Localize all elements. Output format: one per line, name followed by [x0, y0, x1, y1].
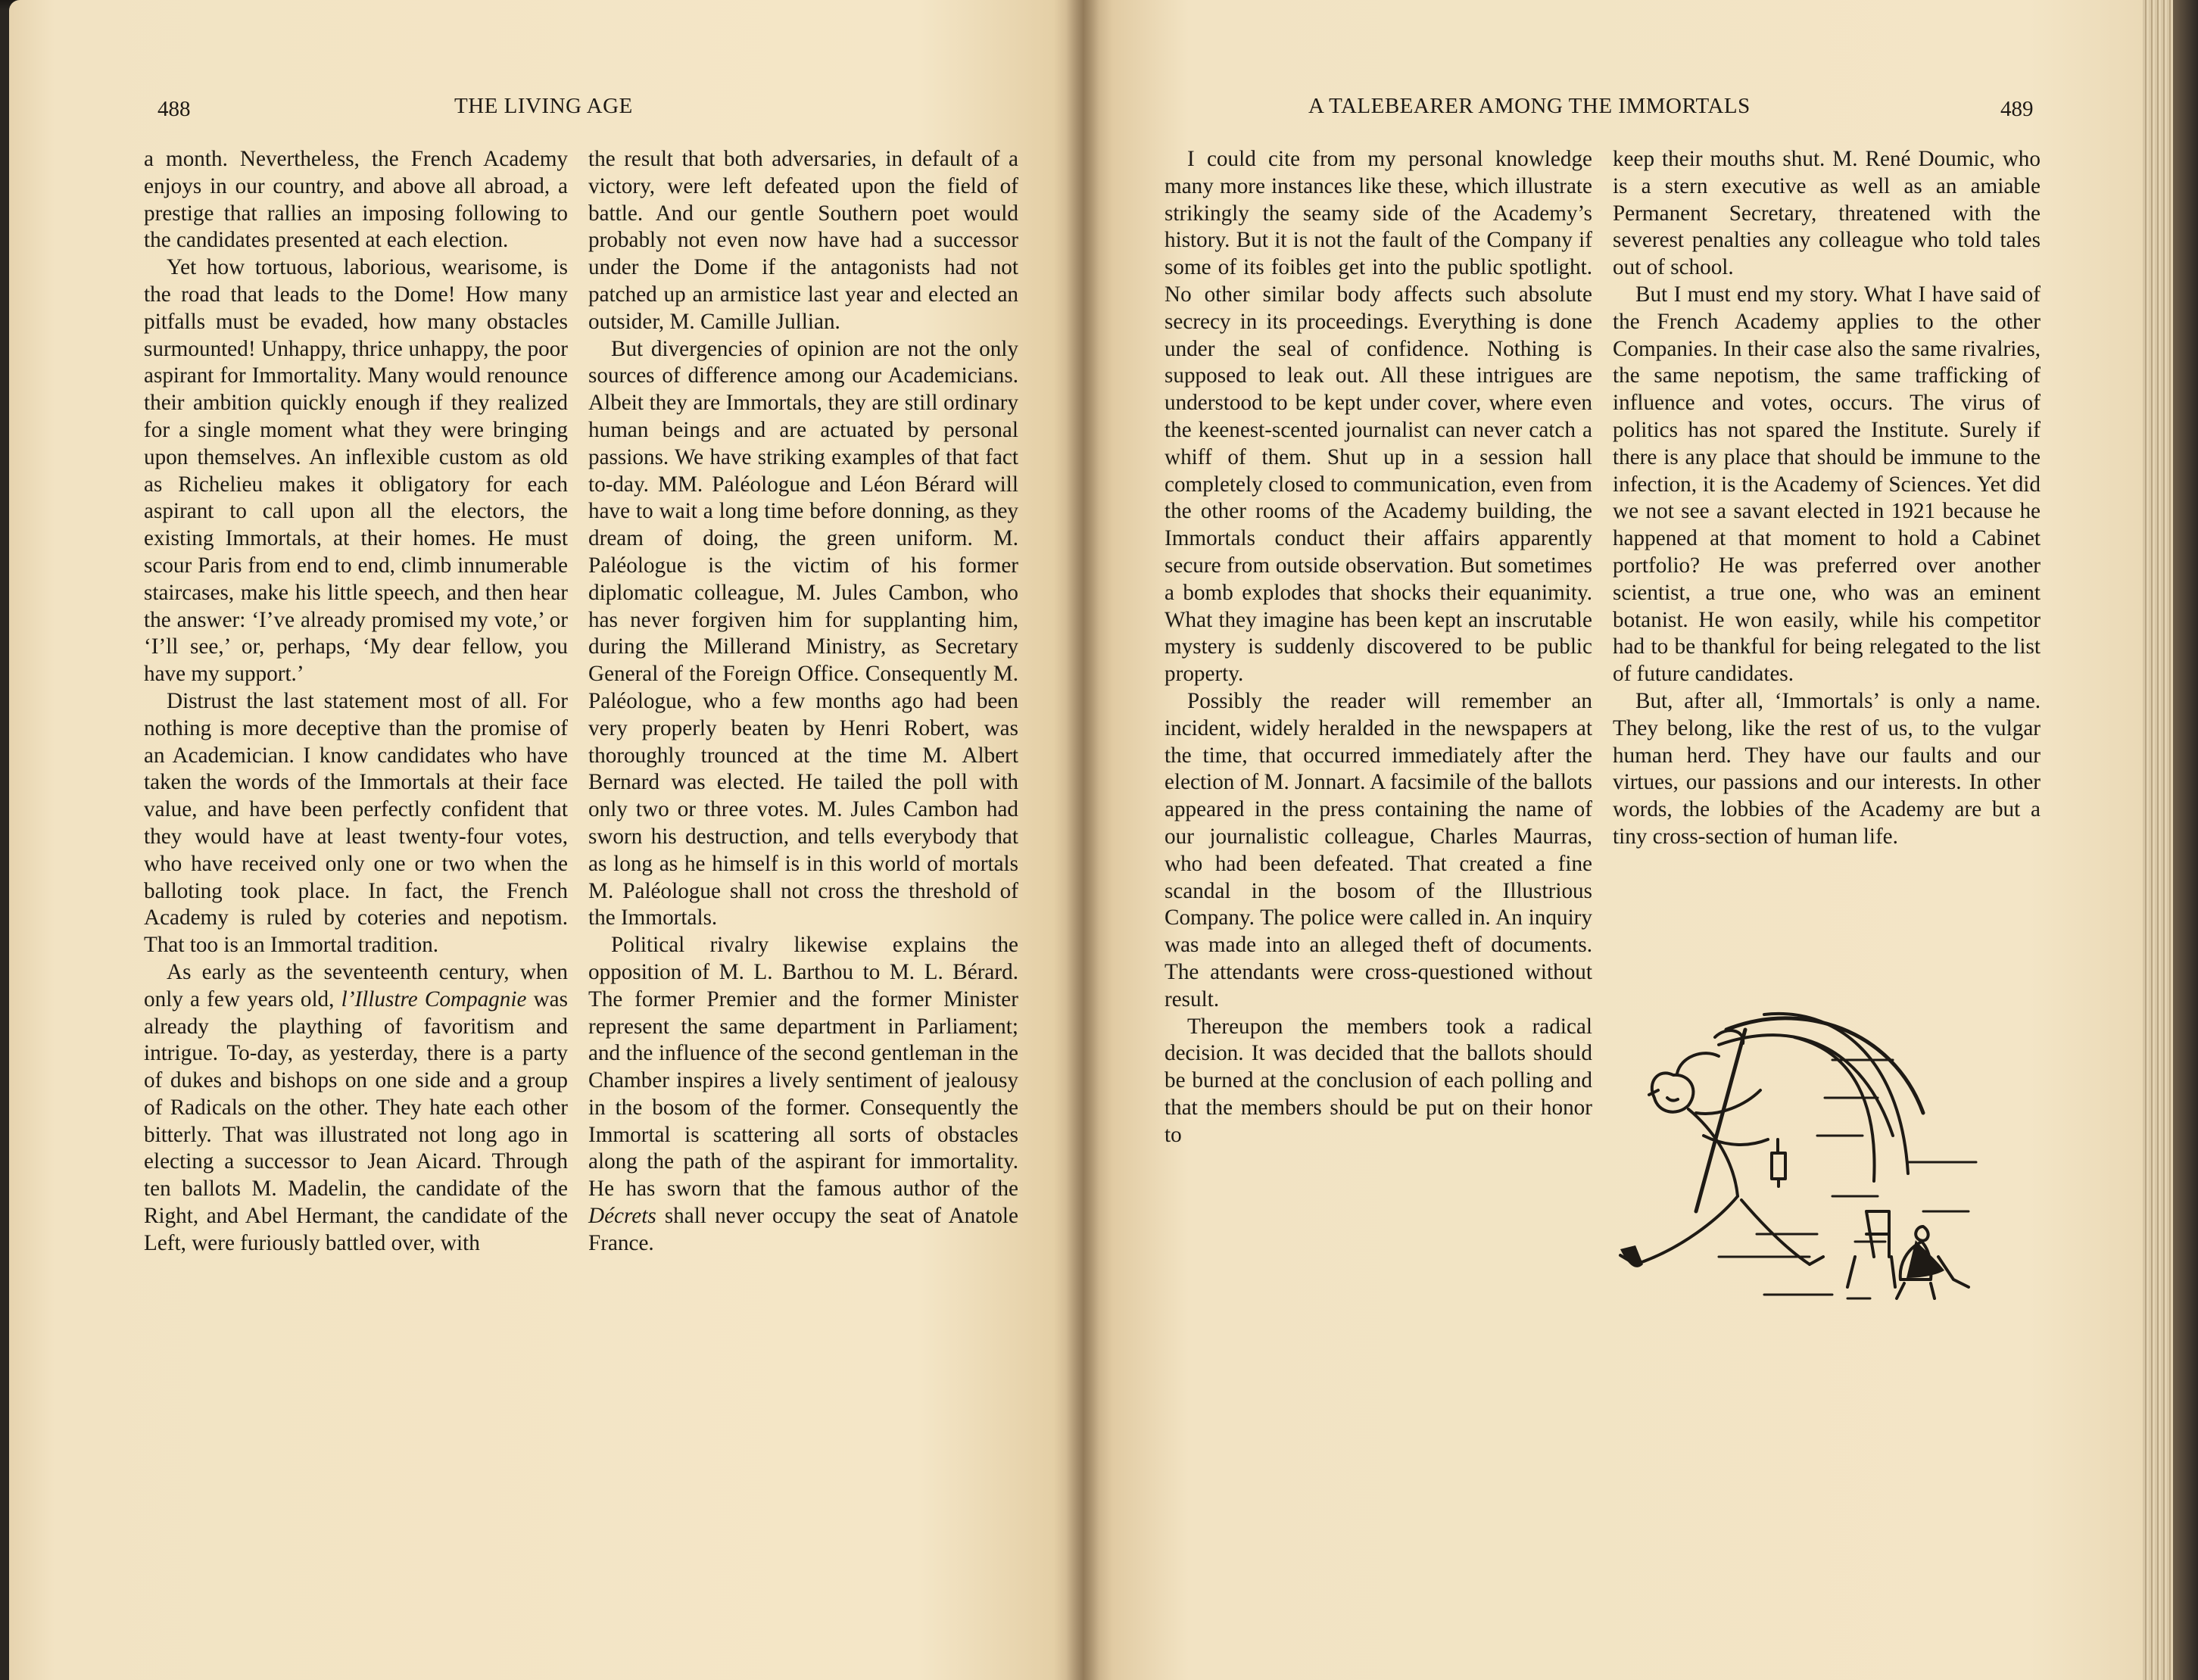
book-gutter — [1066, 0, 1099, 1680]
right-column-1 — [1164, 146, 1592, 1149]
paragraph — [588, 932, 1018, 1258]
paragraph: Distrust the last statement most of all. For nothing is more deceptive than the promise of an Academician. I know candidates who have taken the words of the Immortals at their face value, and have been perfectly confident that they would have at least twenty-four votes, who have received only one or two when the balloting took place. In fact, the French Academy is ruled by coteries and nepotism. That too is an Immortal tradition. — [144, 688, 568, 958]
page-number-right: 489 — [2000, 97, 2034, 121]
paragraph: Possibly the reader will remember an incident, widely heralded in the newspapers at the time, that occurred immediately after the election of M. Jonnart. A facsimile of the ballots appeared in the press containing the name of our journalistic colleague, Charles Maurras, who had been defeated. That created a fine scandal in the bosom of the Illustrious Company. The police were called in. An inquiry was made into an alleged theft of documents. The attendants were cross-questioned without result. — [1164, 688, 1592, 1011]
left-page — [9, 0, 1083, 1680]
text-run: was already the plaything of favoritism and intrigue. To-day, as yesterday, there is a party of dukes and bishops on one side and a group of Radicals on the other. They hate each other bitterly. That was illustrated not long ago in electing a successor to Jean Aicard. Through ten ballots M. Madelin, the candidate of the Right, and Abel Hermant, the candidate of the Left, were furiously battled over, with — [144, 986, 568, 1255]
paragraph: Yet how tortuous, laborious, wearisome, is the road that leads to the Dome! How many pitfalls must be evaded, how many obstacles surmounted! Unhappy, thrice unhappy, the poor aspirant for Immortality. Many would renounce their ambition quickly enough if they realized for a single moment what they were bringing upon themselves. An inflexible custom as old as Richelieu makes it obligatory for each aspirant to call upon all the electors, the existing Immortals, at their homes. He must scour Paris from end to end, climb innumerable staircases, make his little speech, and then hear the answer: ‘I’ve already promised my vote,’ or ‘I’ll see,’ or, perhaps, ‘My dear fellow, you have my support.’ — [144, 255, 568, 687]
running-head-left: THE LIVING AGE — [454, 94, 633, 118]
paragraph: the result that both adversaries, in default of a victory, were left defeated upon the field of battle. And our gentle Southern poet would probably not even now have had a successor under the Dome if the antagonists had not patched up an armistice last year and elected an outsider, M. Camille Jullian. — [588, 147, 1018, 334]
text-run: As early as the seventeenth century, when only a few years old, — [144, 959, 568, 1011]
text-run: shall never occupy the seat of Anatole France. — [588, 1204, 1018, 1255]
right-page — [1083, 0, 2143, 1680]
left-column-2 — [588, 146, 1018, 1258]
paragraph: I could cite from my personal knowledge many more instances like these, which illustrate strikingly the seamy side of the Academy’s history. But it is not the fault of the Company if some of its foibles get into the public spotlight. No other similar body affects such absolute secrecy in its proceedings. Everything is done under the seal of confidence. Nothing is supposed to leak out. All these intrigues are understood to be kept under cover, where even the keenest-scented journalist can never catch a whiff of them. Shut up in a session hall completely closed to communication, even from the other rooms of the Academy building, the Immortals conduct their affairs apparently secure from outside observation. But sometimes a bomb explodes that shocks their equanimity. What they imagine has been kept an inscrutable mystery is suddenly discovered to be public property. — [1164, 147, 1592, 687]
paragraph: But I must end my story. What I have said of the French Academy applies to the other Companies. In their case also the same rivalries, the same nepotism, the same trafficking of influence and votes, occurs. The virus of politics has not spared the Institute. Surely if there is any place that should be immune to the infection, it is the Academy of Sciences. Yet did we not see a savant elected in 1921 because he happened at that moment to hold a Cabinet portfolio? He was preferred over another scientist, a true one, who was an eminent botanist. He won easily, while his competitor had to be thankful for being relegated to the list of future candidates. — [1613, 282, 2041, 687]
running-figure-illustration — [1605, 984, 2052, 1317]
italic-title: Décrets — [588, 1204, 656, 1229]
left-column-1 — [144, 146, 568, 1258]
paragraph — [144, 959, 568, 1258]
edge-shadow — [2173, 0, 2198, 1680]
page-number-left: 488 — [157, 97, 191, 121]
running-head-right: A TALEBEARER AMONG THE IMMORTALS — [1308, 94, 1751, 118]
paragraph: a month. Nevertheless, the French Academy enjoys in our country, and above all abroad, a prestige that rallies an imposing following to the candidates presented at each election. — [144, 147, 568, 253]
paragraph: But, after all, ‘Immortals’ is only a name. They belong, like the rest of us, to the vulgar human herd. They have our faults and our virtues, our passions and our interests. In other words, the lobbies of the Academy are but a tiny cross-section of human life. — [1613, 688, 2041, 849]
right-column-2 — [1613, 146, 2041, 851]
italic-title: l’Illustre Compagnie — [341, 986, 527, 1011]
paragraph: But divergencies of opinion are not the only sources of difference among our Academicians. Albeit they are Immortals, they are still ordinary human beings and are actuated by personal passions. We have striking examples of that fact to-day. MM. Paléologue and Léon Bérard will have to wait a long time before donning, as they dream of doing, the green uniform. M. Paléologue is the victim of his former diplomatic colleague, M. Jules Cambon, who has never forgiven him for supplanting him, during the Millerand Ministry, as Secretary General of the Foreign Office. Consequently M. Paléologue, who a few months ago had been very properly beaten by Henri Robert, was thoroughly trounced at the time M. Albert Bernard was elected. He tailed the poll with only two or three votes. M. Jules Cambon had sworn his destruction, and tells everybody that as long as he himself is in this world of mortals M. Paléologue shall not cross the threshold of the Immortals. — [588, 336, 1018, 930]
paragraph: Thereupon the members took a radical decision. It was decided that the ballots should be burned at the conclusion of each polling and that the members should be put on their honor to — [1164, 1014, 1592, 1147]
paragraph: keep their mouths shut. M. René Doumic, who is a stern executive as well as an amiable Permanent Secretary, threatened with the severest penalties any colleague who told tales out of school. — [1613, 147, 2041, 280]
text-run: Political rivalry likewise explains the opposition of M. L. Barthou to M. L. Bérard. The former Premier and the former Minister represent the same department in Parliament; and the influence of the second gentleman in the Chamber inspires a lively sentiment of jealousy in the bosom of the former. Consequently the Immortal is scattering all sorts of obstacles along the path of the aspirant for immortality. He has sworn that the famous author of the — [588, 933, 1018, 1202]
